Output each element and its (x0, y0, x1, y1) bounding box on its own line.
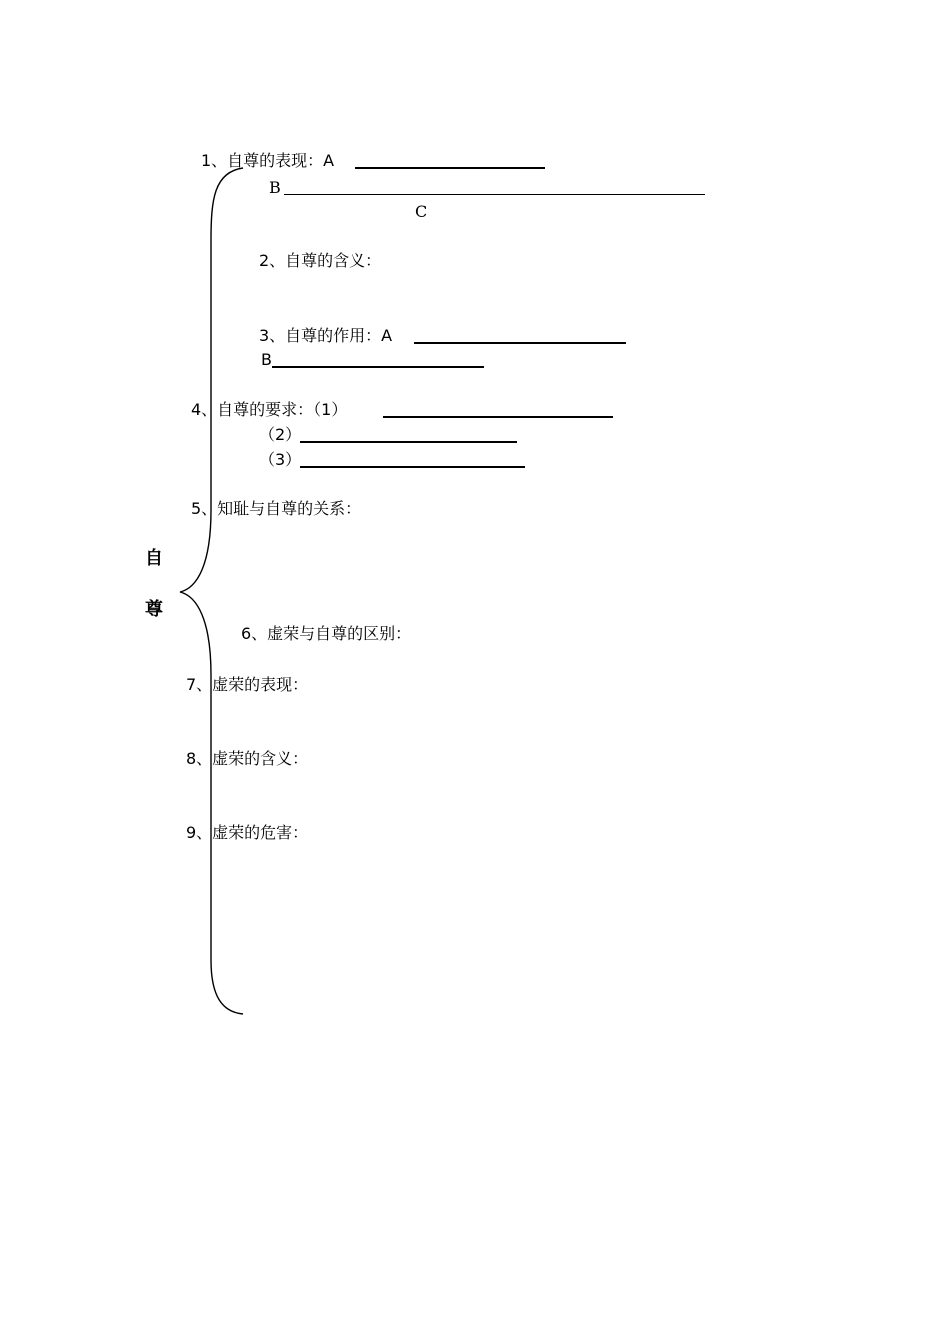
item-1-c-label: C (415, 202, 428, 221)
item-1-blank-a[interactable] (355, 167, 545, 169)
item-8-label: 8、虚荣的含义： (186, 749, 309, 768)
item-4-blank-1[interactable] (383, 416, 613, 418)
item-4-blank-3[interactable] (300, 466, 525, 468)
item-3-blank-a[interactable] (414, 342, 626, 344)
item-4-3-label: （3） (259, 450, 302, 469)
item-3-blank-b[interactable] (272, 366, 484, 368)
item-5-label: 5、知耻与自尊的关系： (191, 499, 362, 518)
item-6-label: 6、虚荣与自尊的区别： (241, 624, 412, 643)
item-3-b-label: B (261, 350, 272, 369)
item-3-label: 3、自尊的作用：A (259, 326, 393, 345)
item-9-label: 9、虚荣的危害： (186, 823, 309, 842)
item-1-label: 1、自尊的表现：A (201, 151, 335, 170)
item-4-label: 4、自尊的要求：（1） (191, 400, 348, 419)
item-4-blank-2[interactable] (300, 441, 517, 443)
title-char-2: 尊 (145, 599, 163, 620)
item-1-blank-b[interactable] (284, 194, 705, 195)
item-2-label: 2、自尊的含义： (259, 251, 382, 270)
item-4-2-label: （2） (259, 425, 302, 444)
item-7-label: 7、虚荣的表现： (186, 675, 309, 694)
title-char-1: 自 (145, 548, 163, 569)
item-1-b-label: B (269, 178, 281, 197)
